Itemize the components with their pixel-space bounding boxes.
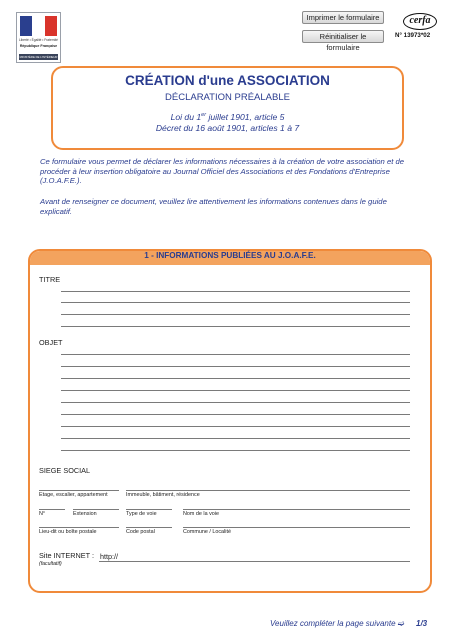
print-form-button[interactable]: Imprimer le formulaire: [302, 11, 384, 24]
code-postal-label: Code postal: [126, 529, 155, 535]
titre-line-2[interactable]: [61, 302, 410, 303]
siege-social-label: SIEGE SOCIAL: [39, 466, 91, 475]
section-informations-joafe: [28, 249, 432, 593]
titre-line-3[interactable]: [61, 314, 410, 315]
page-number: 1/3: [416, 619, 428, 628]
extension-label: Extension: [73, 511, 97, 517]
type-voie-field[interactable]: [126, 509, 172, 510]
nom-voie-field[interactable]: [183, 509, 410, 510]
objet-line-5[interactable]: [61, 402, 410, 403]
titre-label: TITRE: [39, 275, 61, 284]
objet-line-1[interactable]: [61, 354, 410, 355]
law-suffix: juillet 1901, article 5: [206, 112, 285, 122]
continue-next-page: Veuillez compléter la page suivante ➫: [270, 619, 405, 628]
logo-motto: Liberté • Égalité • Fraternité: [19, 38, 58, 42]
lieu-dit-label: Lieu-dit ou boîte postale: [39, 529, 97, 535]
commune-label: Commune / Localité: [183, 529, 231, 535]
site-internet-label: Site INTERNET :: [39, 551, 95, 560]
code-postal-field[interactable]: [126, 527, 172, 528]
objet-line-9[interactable]: [61, 450, 410, 451]
objet-line-4[interactable]: [61, 390, 410, 391]
type-voie-label: Type de voie: [126, 511, 157, 517]
numero-field[interactable]: [39, 509, 65, 510]
french-flag-icon: [20, 16, 57, 36]
logo-country: République Française: [19, 44, 58, 48]
cerfa-number: N° 13973*02: [395, 32, 431, 39]
lieu-dit-field[interactable]: [39, 527, 119, 528]
intro-paragraph-2: Avant de renseigner ce document, veuillez lire attentivement les informations contenues dans le guide explicatif.: [40, 197, 387, 216]
immeuble-field[interactable]: [126, 490, 410, 491]
page-title: CRÉATION d'une ASSOCIATION: [125, 73, 330, 88]
objet-label: OBJET: [39, 338, 63, 347]
immeuble-label: Immeuble, bâtiment, résidence: [126, 492, 200, 498]
nom-voie-label: Nom de la voie: [183, 511, 219, 517]
site-internet-prefix: http://: [100, 552, 118, 561]
site-internet-field[interactable]: [99, 561, 410, 562]
titre-line-1[interactable]: [61, 291, 410, 292]
titre-line-4[interactable]: [61, 326, 410, 327]
cerfa-logo: cerfa: [403, 13, 437, 30]
objet-line-3[interactable]: [61, 378, 410, 379]
republique-francaise-logo: [16, 12, 61, 63]
numero-label: N°: [39, 511, 46, 517]
logo-ministry: MINISTÈRE DE L'INTÉRIEUR: [19, 55, 58, 59]
law-reference: [51, 112, 404, 122]
section-title: 1 - INFORMATIONS PUBLIÉES AU J.O.A.F.E.: [144, 251, 316, 260]
objet-line-2[interactable]: [61, 366, 410, 367]
page-subtitle: DÉCLARATION PRÉALABLE: [165, 92, 290, 103]
objet-line-8[interactable]: [61, 438, 410, 439]
objet-line-6[interactable]: [61, 414, 410, 415]
reset-form-button[interactable]: Réinitialiser le formulaire: [302, 30, 384, 43]
law-sup: er: [201, 112, 207, 119]
objet-line-7[interactable]: [61, 426, 410, 427]
intro-paragraph-1: Ce formulaire vous permet de déclarer les informations nécessaires à la création de votre association et de procéder à leur insertion obligatoire au Journal Officiel des Associations et des Fondations d'Entreprise (J.O.A.F.E.).: [40, 157, 405, 185]
law-prefix: Loi du 1: [170, 112, 202, 122]
etage-label: Etage, escalier, appartement: [39, 492, 108, 498]
site-internet-optional: (facultatif): [39, 561, 62, 567]
extension-field[interactable]: [73, 509, 119, 510]
etage-field[interactable]: [39, 490, 119, 491]
commune-field[interactable]: [183, 527, 410, 528]
decree-reference: Décret du 16 août 1901, articles 1 à 7: [155, 123, 300, 133]
